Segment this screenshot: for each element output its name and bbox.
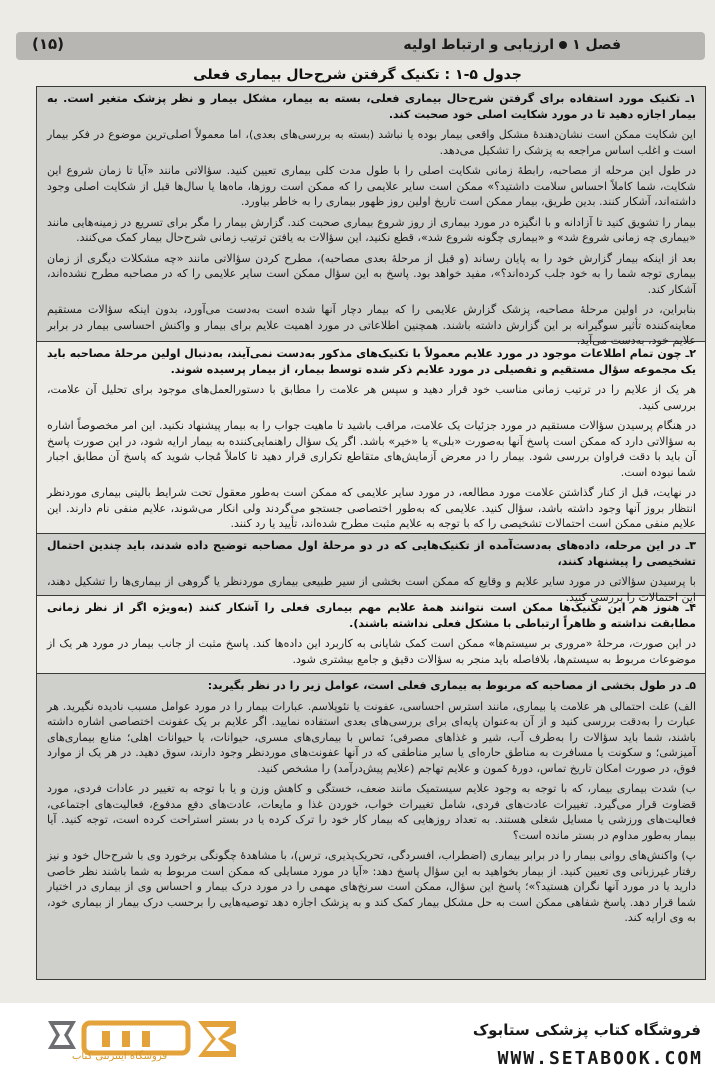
store-website[interactable]: WWW.SETABOOK.COM bbox=[497, 1048, 703, 1069]
bullet-dot-icon bbox=[559, 41, 567, 49]
logo-tagline: فروشگاه اینترنتی کتاب bbox=[72, 1051, 168, 1062]
section-paragraph: الف) علت احتمالی هر علامت یا بیماری، مانند استرس احساسی، عفونت یا نئوپلاسم. عبارات بیمار را در مورد عوامل مسبب نادیده نگیرید. هر عبارت را به‌دقت بررسی کنید و از آن به‌عنوان پایه‌ای برای بررسی‌های بعدی استفاده نمایید. اگر علایم بر یک عفونت اختصاصی اشاره داشته باشند، شما باید سؤالات را به‌طرف آب، شیر و غذاهای مصرفی؛ تماس با بیماری‌های مسری، حیوانات، یا حیوانات اهلی؛ منابع بیماری‌های آمیزشی؛ و سکونت یا مسافرت به مناطق حاره‌ای یا سایر مناطقی که در آنها عفونت‌های موردنظر وجود دارند، سوق دهید. در هر یک از موارد فوق، در صورت امکان تاریخ تماس، دورهٔ کمون و علایم تهاجم (علایم پیش‌درآمد) را مشخص کنید. bbox=[47, 699, 696, 775]
section-paragraph: در طول این مرحله از مصاحبه، رابطهٔ زمانی شکایت اصلی را با طول مدت کلی بیماری تعیین کنید. سؤالاتی مانند «آیا تا زمان شروع این شکایت، شما کاملاً احساس سلامت داشتید؟» ممکن است سایر علایمی را که ممکن است روزها، ماه‌ها یا سال‌ها قبل از شکایت اصلی وجود داشته‌اند، آشکار کنند. بدین طریق، بیمار ممکن است تاریخ اولین روز ظهور بیماری را به خاطر بیاورد. bbox=[47, 164, 696, 208]
section-paragraph: این شکایت ممکن است نشان‌دهندهٔ مشکل واقعی بیمار بوده یا نباشد (بسته به بررسی‌های بعدی)، اما معمولاً اصلی‌ترین موضوع در فکر بیمار است و اغلب اساس مراجعه به پزشک را تشکیل می‌دهد. bbox=[47, 128, 696, 157]
table-section-3 bbox=[37, 534, 705, 604]
table-section-4 bbox=[37, 596, 705, 674]
section-lead: ۴ـ هنوز هم این تکنیک‌ها ممکن است نتوانند همهٔ علایم مهم بیماری فعلی را آشکار کنند (به‌ویژه اگر از نظر زمانی مطابقت نداشته و ظاهراً ارتباطی با مشکل فعلی نداشته باشند). bbox=[47, 601, 696, 630]
setabook-logo-icon bbox=[40, 1015, 240, 1071]
section-lead: ۵ـ در طول بخشی از مصاحبه که مربوط به بیماری فعلی است، عوامل زیر را در نظر بگیرید: bbox=[207, 679, 696, 692]
table-section-1 bbox=[37, 87, 705, 347]
section-paragraph: پ) واکنش‌های روانی بیمار را در برابر بیماری (اضطراب، افسردگی، تحریک‌پذیری، ترس)، با مشاهدهٔ چگونگی برخورد وی با شرح‌حال خود و نیز رفتار غیرزبانی وی تعیین کنید. از بیمار بخواهید به این سؤال پاسخ دهد: «آیا در مورد مسایلی که ممکن است مربوط به شما باشند نظر خاصی دارید یا در مورد آنها نگران هستید؟»؛ پاسخ این سؤال، ممکن است سرنخ‌های مهمی را در مورد درک بیمار و احساس وی از بیماری در اختیار شما قرار دهد. پاسخ شفاهی ممکن است به حل مشکل بیمار کمک کند و به پزشک اجازه دهد توصیه‌هایی را برحسب درک بیمار از بیماری خود، به وی ارایه کند. bbox=[47, 849, 696, 924]
page-header bbox=[16, 32, 705, 60]
section-paragraph: بنابراین، در اولین مرحلهٔ مصاحبه، پزشک گزارش علایمی را که بیمار دچار آنها شده است به‌دست می‌آورد، بدون اینکه سؤالات مستقیم معاینه‌کننده تأثیر سوگیرانه بر این گزارش داشته باشند. همچنین اطلاعاتی در مورد اهمیت علایم برای بیمار و واکنش احساسی بیمار در برابر علایم خود، به‌دست می‌آید. bbox=[47, 303, 696, 347]
logo-wordmark: ستابوک bbox=[40, 1015, 44, 1016]
table-title: جدول ۵-۱ : تکنیک گرفتن شرح‌حال بیماری فعلی bbox=[193, 67, 522, 83]
section-paragraph: در هنگام پرسیدن سؤالات مستقیم در مورد جزئیات یک علامت، مراقب باشید تا ماهیت جواب را به بیمار پیشنهاد نکنید. این امر مخصوصاً اشاره به سؤالاتی دارد که ممکن است پاسخ آنها به‌صورت «بلی» یا «خیر» باشد. اگر یک سؤال راهنمایی‌کننده به بیمار ارایه شود، در این صورت پاسخ آن باید با دقت فراوان بررسی شود. بیمار را در معرض آزمایش‌های متقاطع تکراری قرار دهید تا کاملاً مُجاب شوید که پاسخ آن مطابق اجبار شما نبوده است. bbox=[47, 419, 696, 479]
store-name: فروشگاه کتاب پزشکی ستابوک bbox=[472, 1021, 701, 1039]
section-paragraph: با پرسیدن سؤالاتی در مورد سایر علایم و وقایع که ممکن است بخشی از سیر طبیعی بیماری موردنظر یا گروهی از بیماری‌ها را تشکیل دهند، این احتمالات را بررسی کنید. bbox=[47, 575, 696, 604]
chapter-title: ارزیابی و ارتباط اولیه bbox=[403, 37, 555, 53]
table-section-2 bbox=[37, 342, 705, 534]
page-number: (۱۵) bbox=[32, 35, 65, 53]
store-footer bbox=[0, 1003, 715, 1080]
chapter-label: فصل ۱ bbox=[572, 37, 621, 53]
section-lead: ۳ـ در این مرحله، داده‌های به‌دست‌آمده از تکنیک‌هایی که در دو مرحلهٔ اول مصاحبه توضیح داده شدند، باید چندین احتمال تشخیصی را پیشنهاد کنند، bbox=[47, 539, 696, 568]
section-lead: ۱ـ تکنیک مورد استفاده برای گرفتن شرح‌حال بیماری فعلی، بسته به بیمار، مشکل بیمار و نظر پزشک متغیر است. به بیمار اجازه دهید تا در مورد شکایت اصلی خود صحبت کند. bbox=[47, 92, 696, 121]
section-paragraph: بیمار را تشویق کنید تا آزادانه و با انگیزه در مورد بیماری از روز شروع بیماری صحبت کند. گزارش بیمار را مگر برای تسریع در زمینه‌هایی مانند «بیماری چه زمانی شروع شد» و «بیماری چگونه شروع شد»، قطع نکنید، این سؤالات به یافتن ترتیب زمانی شرح‌حال بیمار کمک می‌کنند. bbox=[47, 215, 696, 244]
section-paragraph: در نهایت، قبل از کنار گذاشتن علامت مورد مطالعه، در مورد سایر علایمی که ممکن است به‌طور معقول تحت شرایط بالینی بیماری موردنظر انتظار بروز آنها وجود داشته باشد، سؤال کنید. علایمی که به‌طور اختصاصی جستجو می‌گردند ولی انکار می‌شوند، علایم منفی نام دارند. این علایم منفی ممکن است احتمالات تشخیصی را که با توجه به علایم مثبت مطرح شده‌اند، تأیید یا رد کنند. bbox=[47, 486, 696, 530]
technique-table bbox=[36, 86, 706, 980]
section-paragraph: ب) شدت بیماری بیمار، که با توجه به وجود علایم سیستمیک مانند ضعف، خستگی و کاهش وزن و یا با توجه به تغییر در عادات فردی، مورد قضاوت قرار می‌گیرد. تغییرات عادت‌های فردی، شامل تغییرات خواب، خوردن غذا و مایعات، عادت‌های دفع مدفوع، فعالیت‌های اجتماعی، فعالیت‌های ورزشی یا مسایل شغلی هستند. به تعداد روزهایی که بیمار کار خود را ترک کرده یا در بستر استراحت کرده است، توجه کنید. آیا بیمار به‌طور مداوم در بستر مانده است؟ bbox=[47, 782, 696, 842]
table-section-5 bbox=[37, 674, 705, 979]
chapter-heading bbox=[403, 37, 621, 53]
section-paragraph: بعد از اینکه بیمار گزارش خود را به پایان رساند (و قبل از مرحلهٔ بعدی مصاحبه)، مطرح کردن سؤالاتی مانند «چه مشکلات دیگری از زمان بیماری توجه شما را به خود جلب کرده‌اند؟»، مفید خواهد بود. پاسخ به این سؤال ممکن است سایر علایمی را که در مصاحبه مطرح نشده‌اند، آشکار کند. bbox=[47, 251, 696, 296]
section-paragraph: هر یک از علایم را در ترتیب زمانی مناسب خود قرار دهید و سپس هر علامت را مطابق با دستورالعمل‌های موجود برای تحلیل آن علامت، بررسی کنید. bbox=[47, 383, 696, 412]
section-paragraph: در این صورت، مرحلهٔ «مروری بر سیستم‌ها» ممکن است کمک شایانی به کاربرد این داده‌ها کند. پاسخ مثبت از جانب بیمار در مورد هر یک از موضوعات مربوط به سیستم‌ها، بلافاصله باید منجر به سؤالات دقیق و جامع بیشتری شود. bbox=[47, 637, 696, 666]
section-lead: ۲ـ چون تمام اطلاعات موجود در مورد علایم معمولاً با تکنیک‌های مذکور به‌دست نمی‌آیند، به‌دنبال اولین مرحلهٔ مصاحبه باید یک مجموعه سؤال مستقیم و تفصیلی در مورد علایم ذکر شده توسط بیمار، از بیمار پرسیده شوند. bbox=[47, 347, 696, 376]
